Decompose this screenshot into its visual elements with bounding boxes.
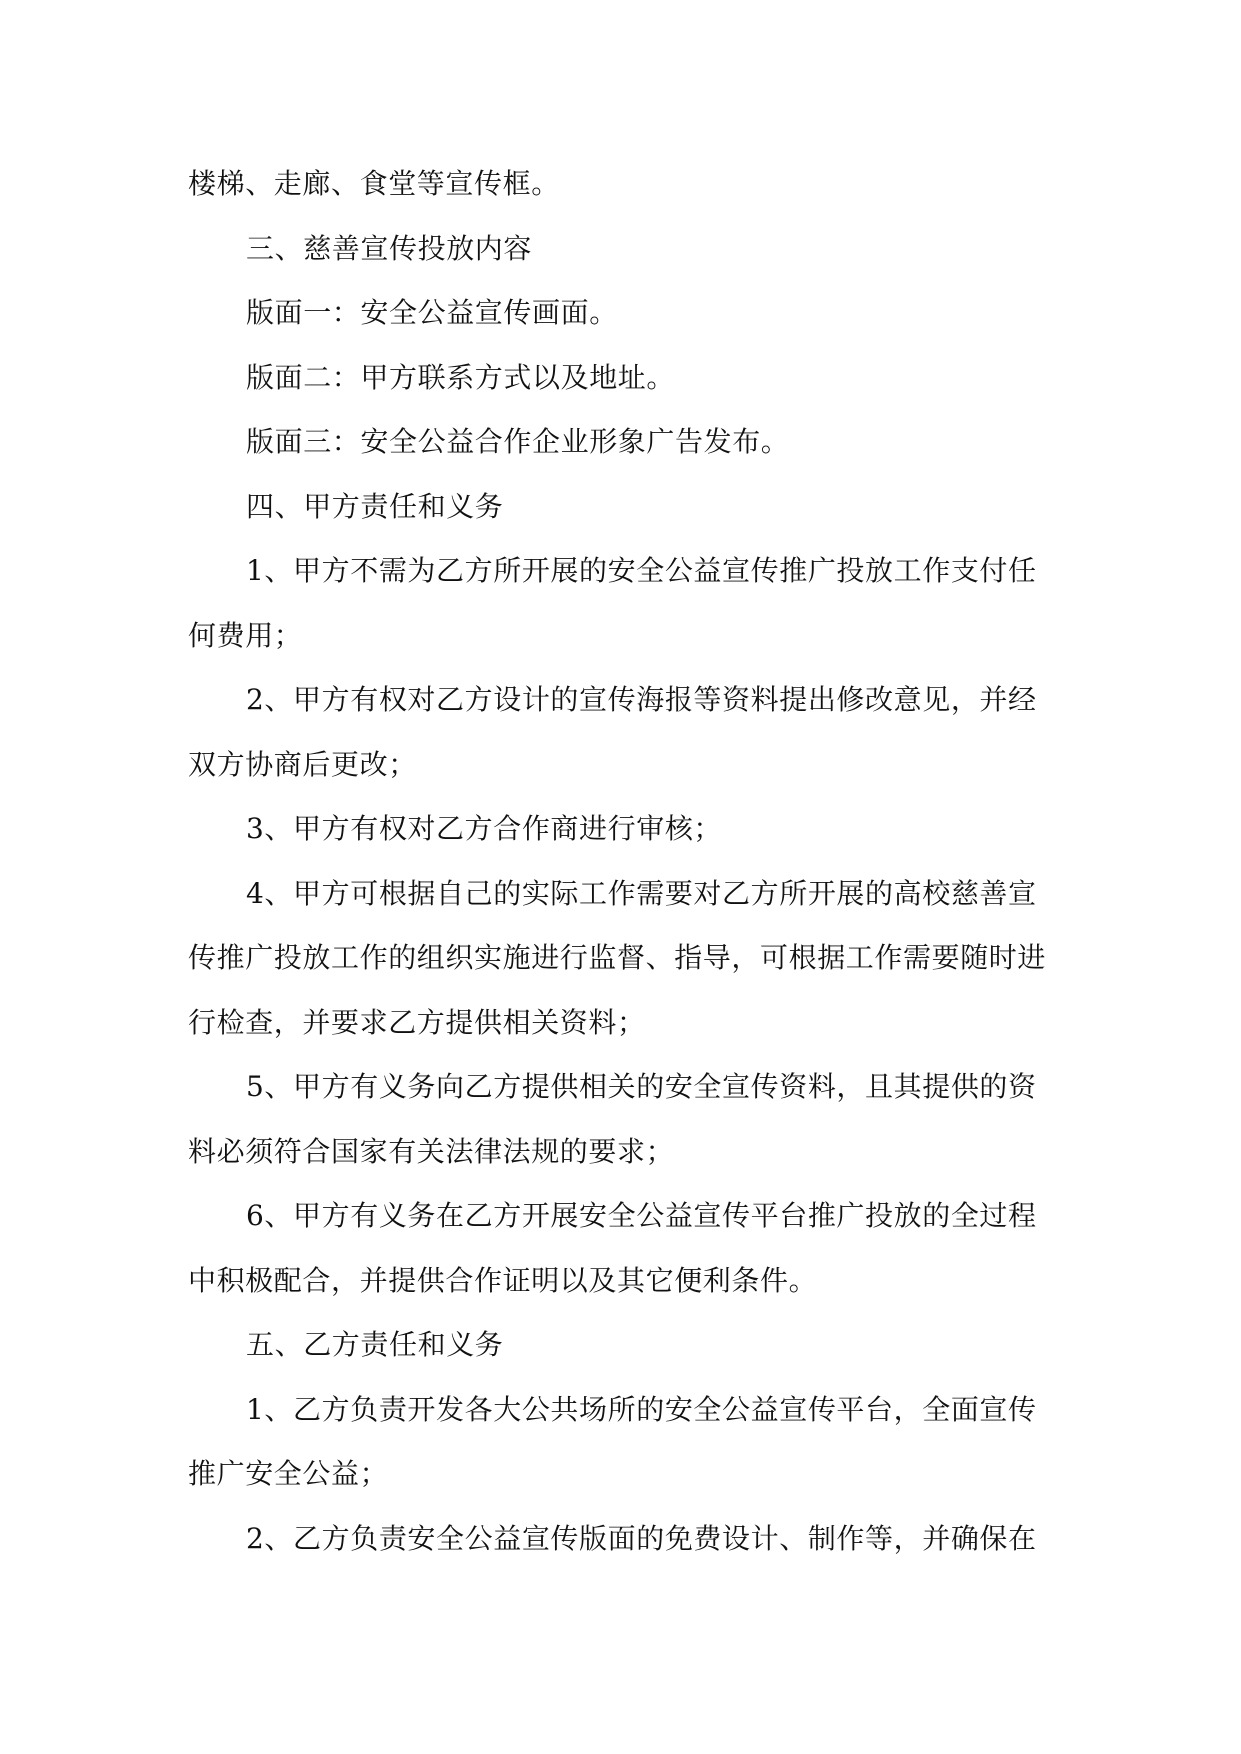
text-line: 4、甲方可根据自己的实际工作需要对乙方所开展的高校慈善宣 <box>246 876 1037 910</box>
text-line: 版面一：安全公益宣传画面。 <box>246 296 618 329</box>
text-line: 版面二：甲方联系方式以及地址。 <box>246 360 676 394</box>
text-line: 2、甲方有权对乙方设计的宣传海报等资料提出修改意见，并经 <box>246 683 1037 716</box>
text-line: 推广安全公益； <box>188 1457 389 1490</box>
text-line: 5、甲方有义务向乙方提供相关的安全宣传资料，且其提供的资 <box>246 1070 1037 1103</box>
section-heading: 五、乙方责任和义务 <box>246 1328 504 1361</box>
text-line: 中积极配合，并提供合作证明以及其它便利条件。 <box>188 1263 818 1297</box>
text-line: 6、甲方有义务在乙方开展安全公益宣传平台推广投放的全过程 <box>246 1199 1037 1232</box>
text-line: 版面三：安全公益合作企业形象广告发布。 <box>246 425 790 458</box>
text-line: 料必须符合国家有关法律法规的要求； <box>188 1134 675 1168</box>
text-line: 何费用； <box>188 618 303 652</box>
section-heading: 三、慈善宣传投放内容 <box>246 231 533 265</box>
text-line: 1、乙方负责开发各大公共场所的安全公益宣传平台，全面宣传 <box>246 1392 1037 1426</box>
text-line: 双方协商后更改； <box>188 747 417 781</box>
text-line: 3、甲方有权对乙方合作商进行审核； <box>246 812 723 845</box>
document-page <box>188 152 1058 1571</box>
section-heading: 四、甲方责任和义务 <box>246 489 504 523</box>
text-line: 2、乙方负责安全公益宣传版面的免费设计、制作等，并确保在 <box>246 1521 1037 1555</box>
text-line: 楼梯、走廊、食堂等宣传框。 <box>188 167 560 200</box>
text-line: 1、甲方不需为乙方所开展的安全公益宣传推广投放工作支付任 <box>246 554 1037 587</box>
text-line: 行检查，并要求乙方提供相关资料； <box>188 1005 646 1039</box>
text-line: 传推广投放工作的组织实施进行监督、指导，可根据工作需要随时进 <box>188 941 1047 974</box>
